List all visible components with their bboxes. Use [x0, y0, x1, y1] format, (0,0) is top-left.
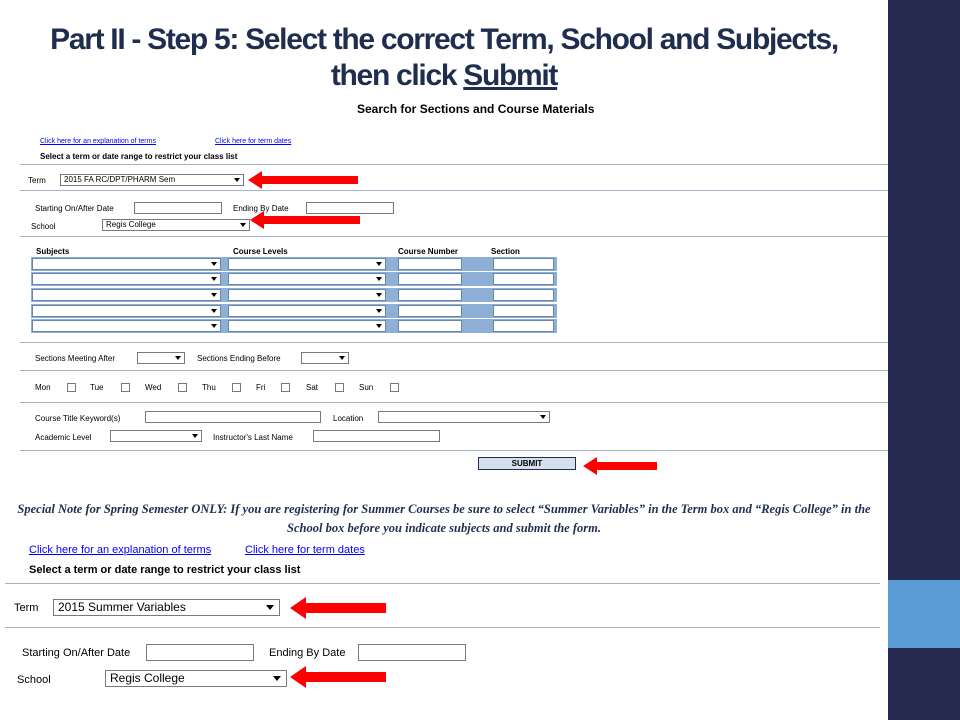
- term-label: Term: [28, 176, 46, 185]
- course-level-select[interactable]: [228, 305, 386, 317]
- day-checkbox[interactable]: [178, 383, 187, 392]
- term-select[interactable]: [60, 174, 244, 186]
- course-number-input[interactable]: [398, 258, 462, 270]
- chevron-down-icon: [240, 223, 246, 227]
- section-input[interactable]: [493, 320, 554, 332]
- course-number-input[interactable]: [398, 289, 462, 301]
- section-header: Section: [491, 247, 520, 256]
- slide-title-line2: [0, 58, 888, 94]
- course-level-select[interactable]: [228, 289, 386, 301]
- divider: [20, 236, 888, 237]
- ending-before-select[interactable]: [301, 352, 349, 364]
- day-checkbox[interactable]: [281, 383, 290, 392]
- subject-row: [31, 304, 557, 318]
- section-input[interactable]: [493, 273, 554, 285]
- subject-select[interactable]: [32, 320, 221, 332]
- explanation-of-terms-link[interactable]: Click here for an explanation of terms: [40, 138, 156, 145]
- chevron-down-icon: [376, 324, 382, 328]
- arrow-pointer-icon: [583, 457, 657, 475]
- divider: [20, 402, 888, 403]
- slide-title-line1: Part II - Step 5: Select the correct Term, School and Subjects,: [50, 23, 838, 56]
- end-date-label: Ending By Date: [269, 647, 346, 659]
- location-label: Location: [333, 414, 364, 423]
- instructor-label: Instructor's Last Name: [213, 433, 293, 442]
- day-checkbox[interactable]: [121, 383, 130, 392]
- subject-row: [31, 272, 557, 286]
- academic-level-select[interactable]: [110, 430, 202, 442]
- day-label: Mon: [35, 383, 51, 392]
- day-label: Thu: [202, 383, 216, 392]
- course-levels-header: Course Levels: [233, 247, 288, 256]
- term-dates-link[interactable]: Click here for term dates: [245, 544, 365, 556]
- submit-button[interactable]: SUBMIT: [478, 457, 576, 470]
- section-input[interactable]: [493, 258, 554, 270]
- chevron-down-icon: [376, 277, 382, 281]
- term-select[interactable]: [53, 599, 280, 616]
- subject-select[interactable]: [32, 258, 221, 270]
- search-form-screenshot: [10, 96, 888, 480]
- chevron-down-icon: [211, 293, 217, 297]
- term-dates-link[interactable]: Click here for term dates: [215, 138, 292, 145]
- divider: [20, 342, 888, 343]
- summer-form-screenshot: [5, 543, 880, 695]
- slide-title-prefix: then click: [330, 59, 464, 92]
- day-label: Tue: [90, 383, 104, 392]
- chevron-down-icon: [234, 178, 240, 182]
- subject-row: [31, 319, 557, 333]
- chevron-down-icon: [376, 262, 382, 266]
- chevron-down-icon: [339, 356, 345, 360]
- divider: [5, 583, 880, 584]
- chevron-down-icon: [211, 262, 217, 266]
- divider: [20, 190, 888, 191]
- slide-title: [0, 22, 888, 94]
- day-checkbox[interactable]: [390, 383, 399, 392]
- subjects-header: Subjects: [36, 247, 70, 256]
- day-label: Wed: [145, 383, 162, 392]
- instruction-text: Select a term or date range to restrict your class list: [40, 152, 238, 161]
- day-checkbox[interactable]: [232, 383, 241, 392]
- instructor-input[interactable]: [313, 430, 440, 442]
- day-checkbox[interactable]: [335, 383, 344, 392]
- chevron-down-icon: [211, 277, 217, 281]
- chevron-down-icon: [211, 324, 217, 328]
- location-select[interactable]: [378, 411, 550, 423]
- course-level-select[interactable]: [228, 258, 386, 270]
- course-number-header: Course Number: [398, 247, 459, 256]
- school-select[interactable]: [102, 219, 250, 231]
- arrow-pointer-icon: [290, 666, 386, 688]
- instruction-text: Select a term or date range to restrict your class list: [29, 564, 301, 576]
- arrow-pointer-icon: [290, 597, 386, 619]
- arrow-pointer-icon: [248, 171, 358, 189]
- end-date-label: Ending By Date: [233, 204, 289, 213]
- divider: [20, 370, 888, 371]
- subject-row: [31, 257, 557, 271]
- divider: [20, 164, 888, 165]
- term-select-value: 2015 Summer Variables: [58, 600, 186, 614]
- arrow-pointer-icon: [250, 211, 360, 229]
- day-label: Fri: [256, 383, 266, 392]
- school-select-value: Regis College: [106, 220, 156, 229]
- search-form-heading: Search for Sections and Course Materials: [357, 102, 595, 116]
- submit-title-link: Submit: [463, 59, 558, 92]
- subject-select[interactable]: [32, 289, 221, 301]
- start-date-input[interactable]: [146, 644, 254, 661]
- ending-before-label: Sections Ending Before: [197, 354, 281, 363]
- school-label: School: [17, 674, 51, 686]
- term-label: Term: [14, 602, 39, 614]
- course-level-select[interactable]: [228, 273, 386, 285]
- start-date-input[interactable]: [134, 202, 222, 214]
- chevron-down-icon: [175, 356, 181, 360]
- subject-select[interactable]: [32, 305, 221, 317]
- course-number-input[interactable]: [398, 273, 462, 285]
- course-level-select[interactable]: [228, 320, 386, 332]
- start-date-label: Starting On/After Date: [22, 647, 131, 659]
- section-input[interactable]: [493, 289, 554, 301]
- start-date-label: Starting On/After Date: [35, 204, 114, 213]
- chevron-down-icon: [540, 415, 546, 419]
- meeting-after-label: Sections Meeting After: [35, 354, 116, 363]
- school-label: School: [31, 222, 56, 231]
- day-checkbox[interactable]: [67, 383, 76, 392]
- term-select-value: 2015 FA RC/DPT/PHARM Sem: [64, 175, 176, 184]
- divider: [5, 627, 880, 628]
- chevron-down-icon: [211, 309, 217, 313]
- explanation-of-terms-link[interactable]: Click here for an explanation of terms: [29, 544, 212, 556]
- section-input[interactable]: [493, 305, 554, 317]
- day-label: Sun: [359, 383, 374, 392]
- chevron-down-icon: [376, 293, 382, 297]
- end-date-input[interactable]: [358, 644, 466, 661]
- subject-select[interactable]: [32, 273, 221, 285]
- course-number-input[interactable]: [398, 320, 462, 332]
- meeting-after-select[interactable]: [137, 352, 185, 364]
- chevron-down-icon: [192, 434, 198, 438]
- school-select[interactable]: [105, 670, 287, 687]
- course-number-input[interactable]: [398, 305, 462, 317]
- academic-level-label: Academic Level: [35, 433, 92, 442]
- school-select-value: Regis College: [110, 671, 185, 685]
- divider: [20, 450, 888, 451]
- special-note: Special Note for Spring Semester ONLY: If you are registering for Summer Courses be sure to select “Summer Variables” in the Term box and “Regis College” in the School box before you indicate subjects and submit the form.: [17, 502, 871, 535]
- chevron-down-icon: [376, 309, 382, 313]
- chevron-down-icon: [273, 676, 281, 681]
- keyword-input[interactable]: [145, 411, 321, 423]
- subject-row: [31, 288, 557, 302]
- chevron-down-icon: [266, 605, 274, 610]
- day-label: Sat: [306, 383, 319, 392]
- slide-sidebar-accent: [888, 580, 960, 648]
- keyword-label: Course Title Keyword(s): [35, 414, 121, 423]
